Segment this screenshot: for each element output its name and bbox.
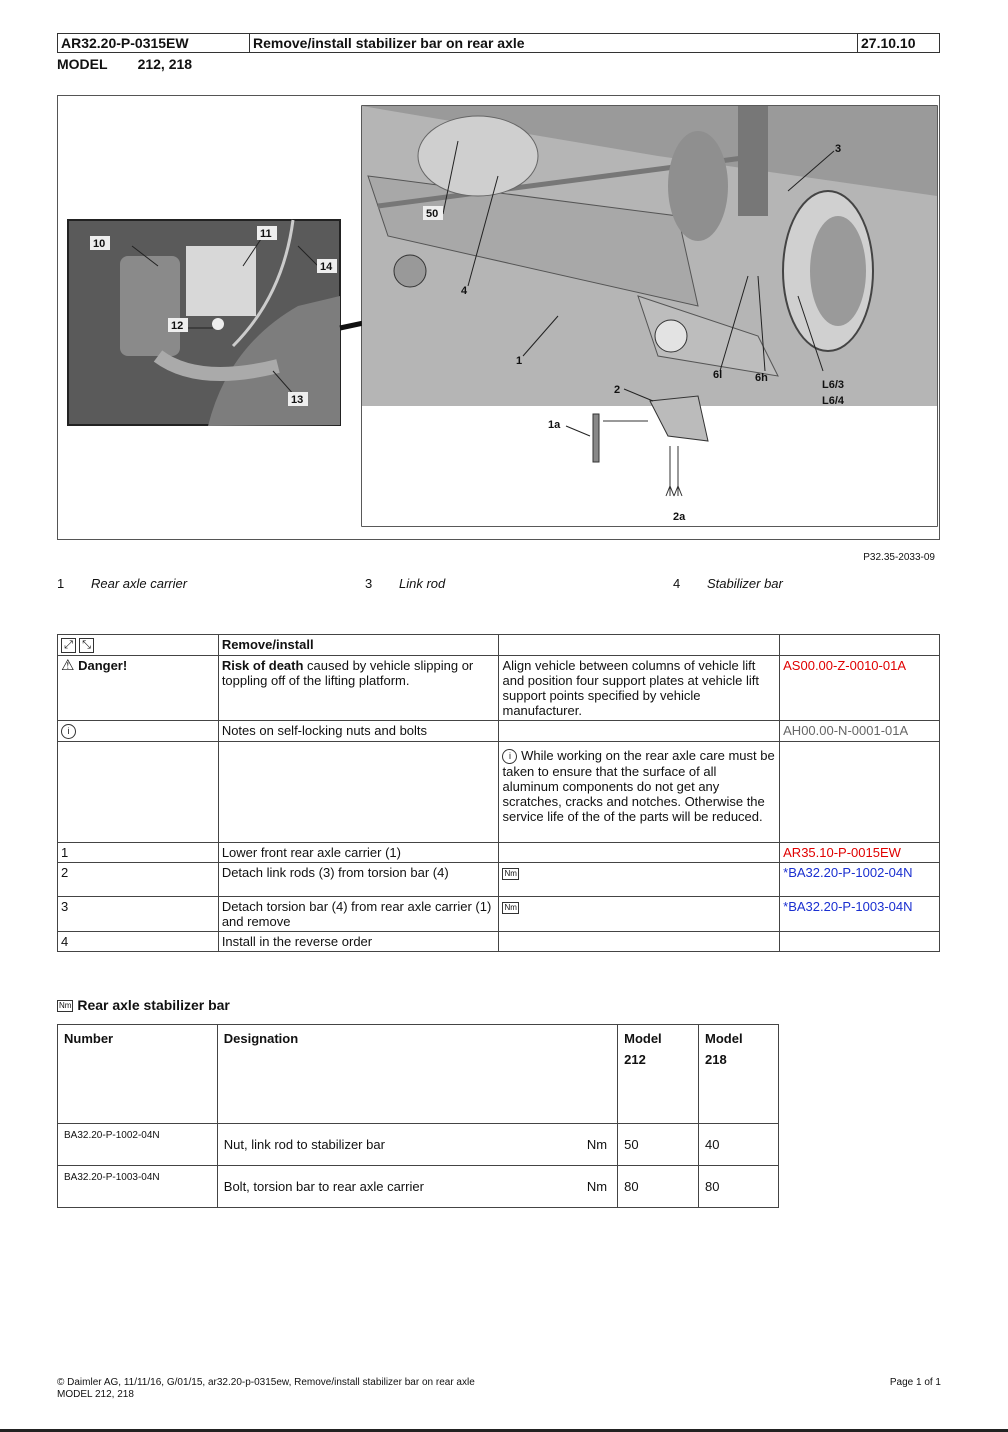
callout-11: 11 <box>260 228 272 240</box>
callout-6l: 6l <box>713 369 723 381</box>
danger-cell <box>58 656 219 721</box>
legend-item-4 <box>673 576 783 591</box>
procedure-header-label: Remove/install <box>218 635 499 656</box>
torque-title-text: Rear axle stabilizer bar <box>77 997 230 1013</box>
torque-designation: Nut, link rod to stabilizer bar <box>223 1137 385 1152</box>
torque-icon: Nm <box>504 868 517 878</box>
figure-code: P32.35-2033-09 <box>863 552 935 563</box>
torque-icon: Nm <box>504 902 517 912</box>
step-ref-link <box>780 932 940 952</box>
torque-designation-cell <box>217 1166 617 1208</box>
step-number: 4 <box>58 932 219 952</box>
col-model-212: Model 212 <box>618 1025 699 1124</box>
torque-number: BA32.20-P-1002-04N <box>58 1124 218 1166</box>
danger-instruction: Align vehicle between columns of vehicle lift and position four support plates at vehicle lift support points specified by vehicle manufacturer. <box>499 656 780 721</box>
callout-L6-3: L6/3 <box>822 379 845 391</box>
torque-section-title <box>57 997 230 1013</box>
torque-m218: 40 <box>699 1124 779 1166</box>
info-cell <box>499 742 780 843</box>
torque-unit: Nm <box>586 1137 608 1152</box>
step-number: 2 <box>58 863 219 897</box>
torque-row <box>58 1124 779 1166</box>
torque-icon: Nm <box>59 1001 72 1011</box>
callout-3: 3 <box>835 143 842 155</box>
legend-number: 3 <box>365 576 373 591</box>
note-ref-link[interactable]: AH00.00-N-0001-01A <box>780 721 940 742</box>
danger-risk-cell <box>218 656 499 721</box>
step-number: 1 <box>58 843 219 863</box>
note-icon: i <box>61 724 76 739</box>
doc-number: AR32.20-P-0315EW <box>58 34 250 52</box>
torque-m212: 80 <box>618 1166 699 1208</box>
expand-collapse-cell <box>58 635 219 656</box>
doc-title: Remove/install stabilizer bar on rear axle <box>250 34 858 52</box>
torque-m218: 80 <box>699 1166 779 1208</box>
legend-label: Rear axle carrier <box>91 576 188 591</box>
rear-axle-illustration <box>58 96 939 539</box>
danger-risk-text: caused by vehicle slipping or toppling off of the lifting platform. <box>221 658 474 689</box>
legend-label: Link rod <box>399 576 446 591</box>
step-row-1 <box>58 843 940 863</box>
expand-icon[interactable]: ⤢ <box>61 638 76 653</box>
callout-12: 12 <box>171 320 184 332</box>
step-text: Detach link rods (3) from torsion bar (4) <box>218 863 499 897</box>
document-header <box>57 33 940 53</box>
torque-table <box>57 1024 779 1208</box>
step-ref-link[interactable]: AR35.10-P-0015EW <box>780 843 940 863</box>
main-photo <box>362 106 937 526</box>
step-row-2 <box>58 863 940 897</box>
danger-row <box>58 656 940 721</box>
info-icon: i <box>502 749 517 764</box>
torque-designation-cell <box>217 1124 617 1166</box>
callout-6h: 6h <box>755 372 768 384</box>
page-number: Page 1 of 1 <box>889 1377 941 1388</box>
torque-unit: Nm <box>586 1179 608 1194</box>
step-row-4 <box>58 932 940 952</box>
callout-4: 4 <box>461 285 468 297</box>
procedure-table <box>57 634 940 952</box>
callout-2a: 2a <box>673 511 686 523</box>
torque-designation: Bolt, torsion bar to rear axle carrier <box>223 1179 424 1194</box>
callout-13: 13 <box>291 394 304 406</box>
info-row <box>58 742 940 843</box>
col-designation: Designation <box>217 1025 617 1124</box>
danger-ref-link[interactable]: AS00.00-Z-0010-01A <box>780 656 940 721</box>
callout-1: 1 <box>516 355 523 367</box>
legend-item-3 <box>365 576 445 591</box>
callout-10: 10 <box>93 238 106 250</box>
callout-50: 50 <box>426 208 439 220</box>
step-number: 3 <box>58 897 219 932</box>
procedure-header-row <box>58 635 940 656</box>
legend-number: 4 <box>673 576 681 591</box>
info-text: While working on the rear axle care must be taken to ensure that the surface of all aluminum components do not get any scratches, cracks and notches. Otherwise the service life of the of the parts will be reduced. <box>502 748 775 825</box>
callout-1a: 1a <box>548 419 561 431</box>
footer-line-1: © Daimler AG, 11/11/16, G/01/15, ar32.20-p-0315ew, Remove/install stabilizer bar on rear axle <box>57 1377 475 1388</box>
step-ref-link[interactable]: *BA32.20-P-1003-04N <box>780 897 940 932</box>
footer <box>57 1377 475 1401</box>
col-model-218: Model 218 <box>699 1025 779 1124</box>
model-line <box>57 56 192 72</box>
doc-date: 27.10.10 <box>861 35 916 51</box>
callout-14: 14 <box>320 261 333 273</box>
note-row <box>58 721 940 742</box>
callout-L6-4: L6/4 <box>822 395 845 407</box>
note-text: Notes on self-locking nuts and bolts <box>218 721 499 742</box>
callout-2: 2 <box>614 384 621 396</box>
warning-triangle-icon: ⚠ <box>61 657 75 675</box>
step-text: Install in the reverse order <box>218 932 499 952</box>
footer-line-2: MODEL 212, 218 <box>57 1389 134 1400</box>
torque-header-row <box>58 1025 779 1124</box>
danger-risk-bold: Risk of death <box>221 658 304 674</box>
model-label: MODEL <box>57 56 108 72</box>
legend-item-1 <box>57 576 187 591</box>
torque-row <box>58 1166 779 1208</box>
step-row-3 <box>58 897 940 932</box>
step-text: Lower front rear axle carrier (1) <box>218 843 499 863</box>
model-value: 212, 218 <box>137 56 193 72</box>
torque-m212: 50 <box>618 1124 699 1166</box>
legend-label: Stabilizer bar <box>707 576 783 591</box>
torque-number: BA32.20-P-1003-04N <box>58 1166 218 1208</box>
danger-label: Danger! <box>78 658 128 674</box>
figure-frame <box>57 95 940 540</box>
legend-number: 1 <box>57 576 65 591</box>
col-number: Number <box>58 1025 218 1124</box>
collapse-icon[interactable]: ⤡ <box>79 638 94 653</box>
step-ref-link[interactable]: *BA32.20-P-1002-04N <box>780 863 940 897</box>
step-text: Detach torsion bar (4) from rear axle carrier (1) and remove <box>218 897 499 932</box>
